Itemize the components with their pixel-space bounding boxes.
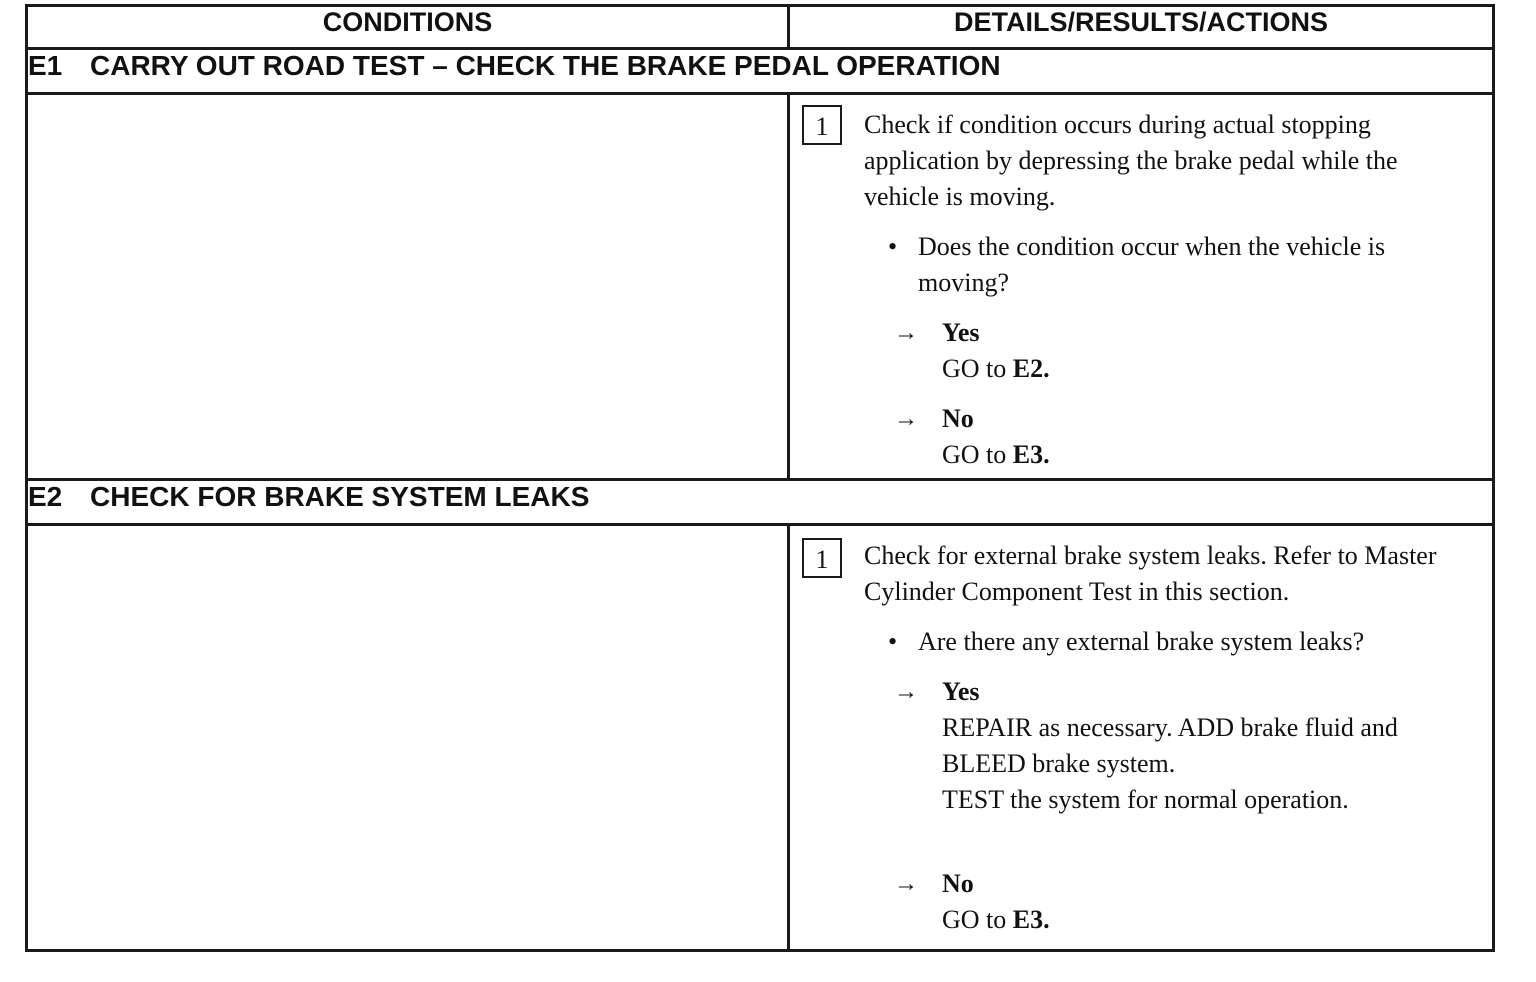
step-header-e2: [27, 480, 1494, 525]
outcome-label: No: [942, 869, 974, 898]
step-header-row: [27, 480, 1494, 525]
right-arrow-icon: →: [894, 871, 918, 897]
outcome-yes: [894, 315, 1472, 387]
substep-instruction: Check for external brake system leaks. Refer to Master Cylinder Component Test in this section.: [864, 541, 1437, 606]
question-text: Are there any external brake system leaks?: [918, 627, 1365, 656]
details-column-header: DETAILS/RESULTS/ACTIONS: [789, 6, 1494, 49]
conditions-cell-e2: [27, 525, 789, 951]
outcome-label: Yes: [942, 677, 980, 706]
step-header-row: [27, 49, 1494, 94]
right-arrow-icon: →: [894, 406, 918, 432]
action-target: E3.: [1012, 440, 1050, 469]
step-header-e1: [27, 49, 1494, 94]
pinpoint-test-table: [25, 4, 1495, 952]
right-arrow-icon: →: [894, 320, 918, 346]
bullet-dot: •: [888, 232, 898, 261]
action-target: E3.: [1012, 905, 1050, 934]
details-cell-e2: [789, 525, 1494, 951]
conditions-column-header: CONDITIONS: [27, 6, 789, 49]
question-text: Does the condition occur when the vehicle is moving?: [918, 232, 1386, 297]
outcome-label: No: [942, 404, 974, 433]
question-bullet: [888, 624, 1472, 660]
substep-number-box: 1: [802, 105, 842, 145]
conditions-cell-e1: [27, 94, 789, 480]
step-title: CHECK FOR BRAKE SYSTEM LEAKS: [90, 481, 590, 512]
step-body-row: [27, 94, 1494, 480]
step-id: E1: [28, 50, 63, 81]
step-body-row: [27, 525, 1494, 951]
step-title: CARRY OUT ROAD TEST – CHECK THE BRAKE PEDAL OPERATION: [90, 50, 1001, 81]
outcome-label: Yes: [942, 318, 980, 347]
action-text: GO to: [942, 440, 1013, 469]
bullet-dot: •: [888, 627, 898, 656]
step-id: E2: [28, 481, 63, 512]
outcome-action-extra: TEST the system for normal operation.: [942, 785, 1349, 814]
right-arrow-icon: →: [894, 679, 918, 705]
outcome-action: [942, 437, 1472, 473]
table-header-row: [27, 6, 1494, 49]
outcome-action: [942, 351, 1472, 387]
question-bullet: [888, 229, 1472, 301]
action-text: GO to: [942, 354, 1013, 383]
outcome-no: [894, 401, 1472, 473]
outcome-action: [942, 902, 1472, 938]
action-target: E2.: [1012, 354, 1050, 383]
details-cell-e1: [789, 94, 1494, 480]
outcome-yes: [894, 674, 1472, 818]
action-text: GO to: [942, 905, 1013, 934]
substep-instruction: Check if condition occurs during actual stopping application by depressing the brake pedal while the vehicle is moving.: [864, 110, 1398, 211]
outcome-action: REPAIR as necessary. ADD brake fluid and BLEED brake system.: [942, 713, 1398, 778]
outcome-no: [894, 866, 1472, 938]
substep-number-box: 1: [802, 538, 842, 578]
